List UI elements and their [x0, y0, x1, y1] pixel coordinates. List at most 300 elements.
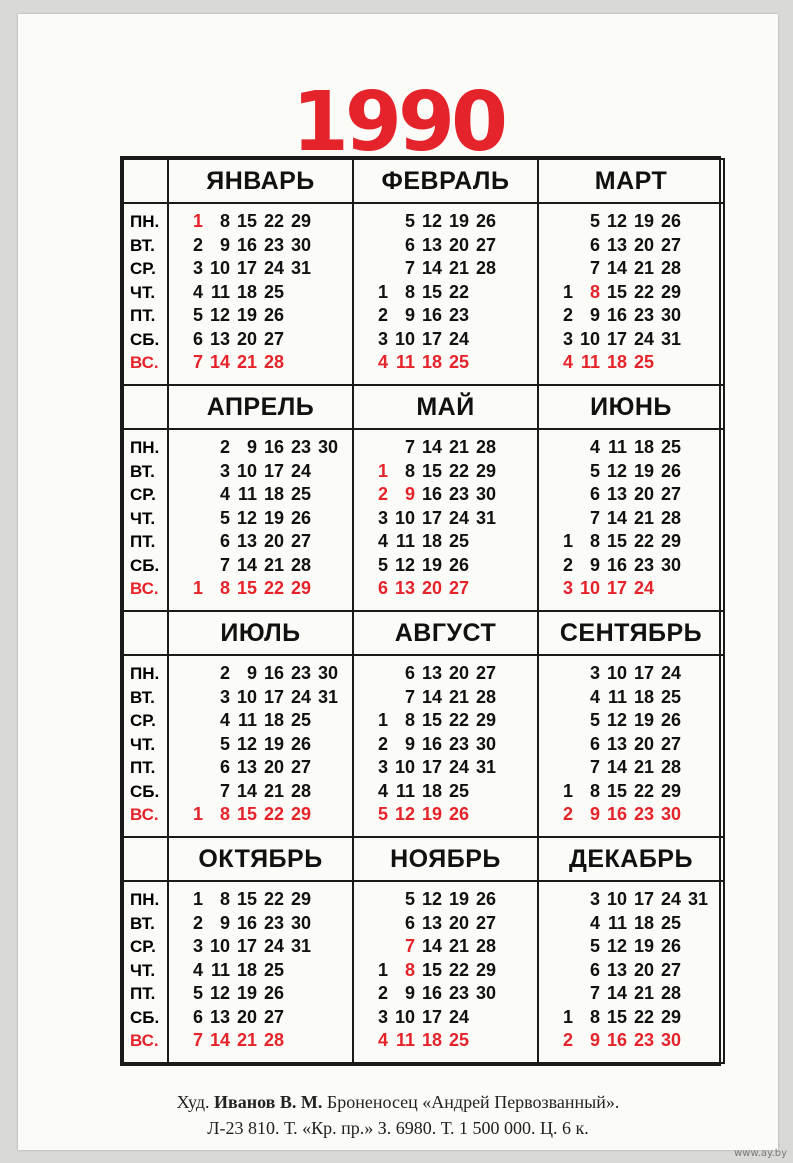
- day-number: 4: [219, 484, 230, 504]
- month-days: [538, 203, 724, 385]
- day-number: 13: [606, 484, 627, 504]
- week-row: [169, 281, 352, 305]
- day-number: 5: [404, 211, 415, 231]
- day-number: 31: [687, 889, 708, 909]
- day-number: 11: [210, 959, 230, 980]
- day-number: 16: [606, 1030, 627, 1050]
- day-number: 29: [660, 281, 681, 302]
- day-number: 20: [263, 531, 284, 551]
- week-row: [354, 530, 537, 554]
- footer-title: Броненосец «Андрей Первозванный».: [326, 1092, 620, 1112]
- year-title: 1990: [291, 75, 505, 170]
- day-number: 22: [448, 710, 469, 730]
- week-row: [354, 577, 537, 601]
- day-number: 15: [606, 531, 627, 551]
- week-row: [169, 982, 352, 1006]
- day-number: 14: [421, 936, 442, 956]
- day-number: 2: [562, 305, 573, 325]
- month-name: ИЮНЬ: [538, 385, 724, 429]
- day-number: 24: [263, 936, 284, 956]
- day-number: 3: [377, 757, 388, 777]
- day-number: 27: [290, 757, 311, 777]
- day-number: 5: [589, 460, 600, 481]
- week-row: [169, 1029, 352, 1053]
- day-number: 11: [237, 710, 257, 730]
- day-number: 19: [236, 305, 257, 325]
- day-number: 30: [660, 305, 681, 325]
- week-row: [539, 1006, 723, 1030]
- week-row: [354, 554, 537, 578]
- day-number: 4: [377, 780, 388, 801]
- day-number: 21: [448, 258, 469, 278]
- day-number: 17: [421, 1006, 442, 1027]
- day-number: 19: [448, 889, 469, 909]
- day-number: 8: [219, 211, 230, 231]
- day-number: 23: [263, 234, 284, 255]
- day-number: 2: [562, 1030, 573, 1050]
- day-number: 27: [263, 1006, 284, 1027]
- day-number: 21: [448, 437, 469, 457]
- month-days: [353, 881, 538, 1063]
- week-row: [539, 554, 723, 578]
- day-number: 4: [589, 686, 600, 707]
- day-number: 4: [219, 710, 230, 730]
- week-row: [539, 756, 723, 780]
- day-number: 17: [236, 936, 257, 956]
- week-row: [539, 436, 723, 460]
- day-number: 7: [219, 780, 230, 801]
- month-name: АВГУСТ: [353, 611, 538, 655]
- day-number: 14: [606, 983, 627, 1003]
- day-number: 14: [209, 352, 230, 372]
- day-number: 9: [219, 234, 230, 255]
- day-number: 20: [236, 328, 257, 349]
- footer-prefix: Худ.: [176, 1092, 210, 1112]
- month-name: МАРТ: [538, 159, 724, 203]
- day-number: 22: [263, 804, 284, 824]
- week-row: [354, 507, 537, 531]
- weekday-labels: [123, 429, 168, 611]
- week-row: [539, 257, 723, 281]
- day-number: 25: [660, 437, 681, 457]
- day-number: 6: [192, 328, 203, 349]
- day-number: 6: [589, 733, 600, 754]
- day-number: 21: [263, 780, 284, 801]
- day-number: 29: [475, 710, 496, 730]
- day-number: 10: [606, 889, 627, 909]
- day-number: 10: [394, 507, 415, 528]
- day-number: 11: [607, 686, 627, 707]
- day-number: 6: [404, 663, 415, 683]
- day-number: 13: [421, 663, 442, 683]
- day-number: 3: [562, 578, 573, 598]
- day-number: 14: [606, 757, 627, 777]
- day-number: 24: [633, 578, 654, 598]
- week-row: [539, 959, 723, 983]
- week-row: [169, 959, 352, 983]
- day-number: 22: [633, 281, 654, 302]
- day-number: 18: [421, 1030, 442, 1050]
- week-row: [539, 709, 723, 733]
- month-days: [168, 203, 353, 385]
- day-number: 31: [660, 328, 681, 349]
- day-number: 7: [589, 507, 600, 528]
- day-number: 12: [606, 936, 627, 956]
- day-number: 3: [219, 460, 230, 481]
- day-number: 16: [606, 554, 627, 575]
- day-number: 10: [394, 757, 415, 777]
- day-number: 13: [606, 959, 627, 980]
- day-number: 24: [633, 328, 654, 349]
- week-row: [539, 210, 723, 234]
- day-number: 5: [589, 936, 600, 956]
- day-number: 10: [236, 460, 257, 481]
- day-number: 29: [290, 211, 311, 231]
- week-row: [539, 577, 723, 601]
- day-number: 4: [589, 437, 600, 457]
- day-number: 13: [421, 234, 442, 255]
- week-row: [539, 733, 723, 757]
- day-number: 11: [607, 912, 627, 933]
- day-number: 20: [448, 912, 469, 933]
- day-number: 1: [192, 578, 203, 598]
- week-row: [169, 328, 352, 352]
- day-number: 28: [660, 507, 681, 528]
- week-row: [539, 912, 723, 936]
- day-number: 11: [395, 352, 415, 372]
- month-days: [353, 203, 538, 385]
- day-number: 17: [263, 460, 284, 481]
- day-number: 29: [660, 531, 681, 551]
- day-number: 15: [421, 710, 442, 730]
- weekday-label: ВС.: [130, 1031, 159, 1050]
- day-number: 1: [562, 1006, 573, 1027]
- week-row: [354, 281, 537, 305]
- day-number: 9: [589, 1030, 600, 1050]
- week-row: [354, 257, 537, 281]
- day-number: 25: [660, 912, 681, 933]
- week-row: [539, 935, 723, 959]
- day-number: 23: [263, 912, 284, 933]
- day-number: 13: [236, 757, 257, 777]
- watermark: www.ay.by: [734, 1148, 787, 1159]
- day-number: 25: [263, 959, 284, 980]
- day-number: 17: [421, 507, 442, 528]
- day-number: 18: [633, 912, 654, 933]
- day-number: 12: [209, 983, 230, 1003]
- week-row: [539, 982, 723, 1006]
- day-number: 16: [421, 733, 442, 754]
- month-name: АПРЕЛЬ: [168, 385, 353, 429]
- week-row: [169, 304, 352, 328]
- week-row: [539, 803, 723, 827]
- week-row: [539, 888, 723, 912]
- day-number: 7: [404, 936, 415, 956]
- week-row: [354, 756, 537, 780]
- day-number: 19: [633, 710, 654, 730]
- week-row: [354, 888, 537, 912]
- day-number: 3: [377, 507, 388, 528]
- day-number: 31: [317, 686, 338, 707]
- day-number: 12: [606, 211, 627, 231]
- weekday-label: ПТ.: [130, 984, 156, 1003]
- day-number: 18: [633, 437, 654, 457]
- day-number: 9: [246, 437, 257, 457]
- week-row: [354, 483, 537, 507]
- week-row: [539, 1029, 723, 1053]
- day-number: 20: [633, 733, 654, 754]
- day-number: 23: [633, 1030, 654, 1050]
- day-number: 23: [633, 804, 654, 824]
- day-number: 24: [660, 889, 681, 909]
- day-number: 14: [209, 1030, 230, 1050]
- day-number: 8: [219, 578, 230, 598]
- day-number: 27: [660, 733, 681, 754]
- day-number: 9: [589, 804, 600, 824]
- day-number: 25: [290, 484, 311, 504]
- day-number: 19: [448, 211, 469, 231]
- day-number: 22: [633, 531, 654, 551]
- day-number: 30: [290, 234, 311, 255]
- day-number: 21: [633, 983, 654, 1003]
- day-number: 30: [317, 663, 338, 683]
- day-number: 8: [589, 531, 600, 551]
- day-number: 1: [377, 281, 388, 302]
- day-number: 9: [404, 733, 415, 754]
- day-number: 2: [377, 983, 388, 1003]
- weekday-label: ПТ.: [130, 758, 156, 777]
- weekday-label: СБ.: [130, 781, 160, 801]
- day-number: 4: [377, 1030, 388, 1050]
- day-number: 25: [448, 352, 469, 372]
- day-number: 19: [236, 983, 257, 1003]
- day-number: 4: [377, 531, 388, 551]
- month-name: ОКТЯБРЬ: [168, 837, 353, 881]
- day-number: 10: [209, 258, 230, 278]
- day-number: 24: [290, 460, 311, 481]
- month-name: ИЮЛЬ: [168, 611, 353, 655]
- day-number: 15: [236, 578, 257, 598]
- weekday-label: СБ.: [130, 329, 160, 349]
- day-number: 16: [606, 804, 627, 824]
- day-number: 16: [263, 437, 284, 457]
- day-number: 19: [263, 733, 284, 754]
- day-number: 17: [633, 663, 654, 683]
- day-number: 5: [219, 733, 230, 754]
- day-number: 26: [660, 211, 681, 231]
- day-number: 17: [606, 328, 627, 349]
- day-number: 1: [192, 804, 203, 824]
- week-row: [169, 756, 352, 780]
- day-number: 10: [579, 328, 600, 349]
- week-row: [169, 709, 352, 733]
- day-number: 28: [475, 258, 496, 278]
- day-number: 20: [633, 484, 654, 504]
- day-number: 12: [421, 889, 442, 909]
- day-number: 22: [633, 1006, 654, 1027]
- weekday-label: ВТ.: [130, 235, 155, 255]
- day-number: 26: [448, 804, 469, 824]
- weekday-label: ВС.: [130, 805, 159, 824]
- corner-cell: [123, 837, 168, 881]
- week-row: [169, 888, 352, 912]
- day-number: 15: [421, 281, 442, 302]
- weekday-label: ПН.: [130, 438, 160, 457]
- day-number: 28: [660, 983, 681, 1003]
- day-number: 5: [377, 554, 388, 575]
- day-number: 21: [236, 1030, 257, 1050]
- week-row: [354, 959, 537, 983]
- month-name: ФЕВРАЛЬ: [353, 159, 538, 203]
- day-number: 2: [192, 234, 203, 255]
- weekday-label: ЧТ.: [130, 508, 156, 528]
- week-row: [169, 507, 352, 531]
- day-number: 4: [192, 959, 203, 980]
- day-number: 27: [660, 959, 681, 980]
- day-number: 12: [606, 710, 627, 730]
- day-number: 24: [448, 328, 469, 349]
- day-number: 26: [263, 983, 284, 1003]
- day-number: 21: [633, 258, 654, 278]
- day-number: 9: [246, 663, 257, 683]
- day-number: 2: [219, 437, 230, 457]
- day-number: 7: [589, 258, 600, 278]
- day-number: 18: [606, 352, 627, 372]
- day-number: 9: [404, 983, 415, 1003]
- weekday-label: ЧТ.: [130, 734, 156, 754]
- weekday-label: СР.: [130, 711, 156, 730]
- day-number: 21: [633, 757, 654, 777]
- month-days: [538, 881, 724, 1063]
- day-number: 15: [236, 804, 257, 824]
- day-number: 18: [263, 484, 284, 504]
- day-number: 20: [448, 234, 469, 255]
- footer-author: Иванов В. М.: [214, 1092, 323, 1112]
- day-number: 27: [448, 578, 469, 598]
- day-number: 12: [236, 507, 257, 528]
- month-name: ДЕКАБРЬ: [538, 837, 724, 881]
- day-number: 29: [475, 460, 496, 481]
- day-number: 7: [404, 258, 415, 278]
- day-number: 20: [236, 1006, 257, 1027]
- day-number: 22: [448, 460, 469, 481]
- day-number: 28: [290, 554, 311, 575]
- day-number: 27: [263, 328, 284, 349]
- day-number: 26: [290, 733, 311, 754]
- week-row: [169, 733, 352, 757]
- day-number: 6: [192, 1006, 203, 1027]
- week-row: [539, 234, 723, 258]
- weekday-label: СБ.: [130, 1007, 160, 1027]
- day-number: 29: [660, 780, 681, 801]
- day-number: 18: [236, 281, 257, 302]
- month-days: [538, 655, 724, 837]
- month-name: СЕНТЯБРЬ: [538, 611, 724, 655]
- day-number: 4: [562, 352, 573, 372]
- day-number: 28: [290, 780, 311, 801]
- day-number: 7: [219, 554, 230, 575]
- day-number: 25: [448, 531, 469, 551]
- week-row: [169, 935, 352, 959]
- day-number: 4: [589, 912, 600, 933]
- day-number: 25: [633, 352, 654, 372]
- day-number: 8: [589, 780, 600, 801]
- day-number: 12: [394, 554, 415, 575]
- day-number: 25: [448, 1030, 469, 1050]
- weekday-label: ЧТ.: [130, 282, 156, 302]
- day-number: 30: [660, 1030, 681, 1050]
- day-number: 30: [475, 733, 496, 754]
- day-number: 2: [377, 305, 388, 325]
- day-number: 13: [394, 578, 415, 598]
- day-number: 4: [192, 281, 203, 302]
- day-number: 11: [210, 281, 230, 302]
- day-number: 29: [660, 1006, 681, 1027]
- day-number: 17: [633, 889, 654, 909]
- day-number: 5: [377, 804, 388, 824]
- weekday-label: ВС.: [130, 353, 159, 372]
- weekday-label: СР.: [130, 485, 156, 504]
- day-number: 14: [606, 258, 627, 278]
- day-number: 14: [421, 437, 442, 457]
- day-number: 1: [562, 780, 573, 801]
- weekday-labels: [123, 203, 168, 385]
- weekday-label: ПТ.: [130, 306, 156, 325]
- week-row: [169, 1006, 352, 1030]
- week-row: [169, 351, 352, 375]
- day-number: 17: [421, 757, 442, 777]
- day-number: 17: [421, 328, 442, 349]
- day-number: 8: [404, 281, 415, 302]
- day-number: 8: [589, 1006, 600, 1027]
- day-number: 8: [219, 889, 230, 909]
- week-row: [354, 935, 537, 959]
- day-number: 30: [475, 484, 496, 504]
- day-number: 1: [192, 211, 203, 231]
- day-number: 25: [263, 281, 284, 302]
- day-number: 7: [589, 983, 600, 1003]
- day-number: 25: [290, 710, 311, 730]
- day-number: 20: [263, 757, 284, 777]
- day-number: 3: [562, 328, 573, 349]
- day-number: 5: [589, 710, 600, 730]
- day-number: 22: [263, 889, 284, 909]
- day-number: 13: [236, 531, 257, 551]
- day-number: 26: [475, 889, 496, 909]
- week-row: [354, 780, 537, 804]
- week-row: [354, 803, 537, 827]
- day-number: 7: [404, 686, 415, 707]
- day-number: 18: [633, 686, 654, 707]
- day-number: 5: [192, 983, 203, 1003]
- week-row: [169, 554, 352, 578]
- week-row: [539, 530, 723, 554]
- day-number: 16: [606, 305, 627, 325]
- day-number: 2: [377, 484, 388, 504]
- day-number: 10: [579, 578, 600, 598]
- day-number: 16: [421, 983, 442, 1003]
- day-number: 10: [606, 663, 627, 683]
- day-number: 24: [263, 258, 284, 278]
- day-number: 9: [589, 305, 600, 325]
- week-row: [354, 234, 537, 258]
- day-number: 1: [377, 460, 388, 481]
- day-number: 18: [421, 352, 442, 372]
- day-number: 24: [448, 757, 469, 777]
- footer-line-2: Л-23 810. Т. «Кр. пр.» З. 6980. Т. 1 500 000. Ц. 6 к.: [207, 1118, 589, 1138]
- day-number: 6: [589, 959, 600, 980]
- day-number: 16: [421, 305, 442, 325]
